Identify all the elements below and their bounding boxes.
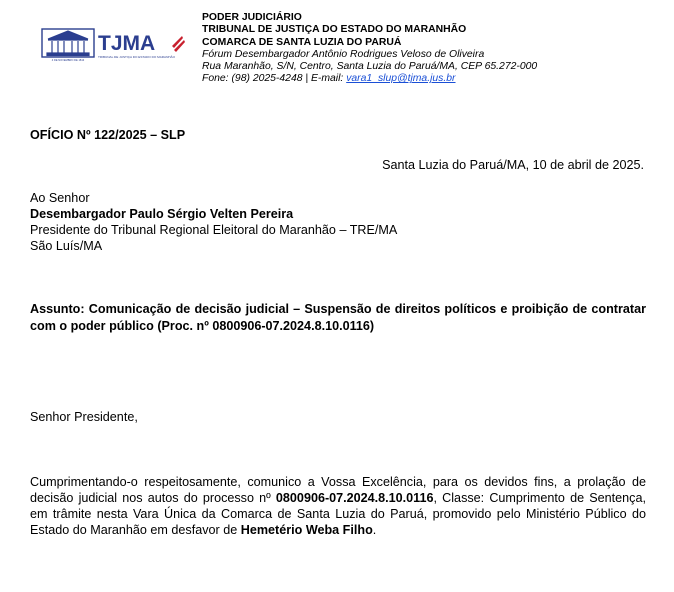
addressee-salutation: Ao Senhor (30, 191, 90, 205)
letterhead (202, 12, 537, 86)
greeting: Senhor Presidente, (30, 410, 138, 424)
addressee-block (30, 190, 397, 254)
logo-wordmark: TJMA (98, 32, 156, 55)
letterhead-line-judiciary: PODER JUDICIÁRIO (202, 12, 302, 23)
document-reference: OFÍCIO Nº 122/2025 – SLP (30, 128, 186, 142)
email-link[interactable]: vara1_slup@tjma.jus.br (346, 73, 456, 85)
logo-stripes-icon (172, 36, 185, 52)
subject-line: Assunto: Comunicação de decisão judicial – Suspensão de direitos políticos e proibição de contratar com o poder público (Proc. nº 0800906-07.2024.8.10.0116) (30, 302, 646, 333)
logo-date: 4 DE NOVEMBRO DE 1813 (51, 59, 85, 62)
tjma-logo (40, 26, 190, 62)
addressee-role: Presidente do Tribunal Regional Eleitoral do Maranhão – TRE/MA (30, 223, 398, 237)
logo-subtext: TRIBUNAL DE JUSTIÇA DO ESTADO DO MARANHÃO (98, 55, 176, 59)
letterhead-line-forum: Fórum Desembargador Antônio Rodrigues Veloso de Oliveira (202, 48, 485, 60)
letterhead-line-address: Rua Maranhão, S/N, Centro, Santa Luzia do Paruá/MA, CEP 65.272-000 (202, 61, 538, 73)
defendant-name: Hemetério Weba Filho (240, 523, 373, 537)
addressee-name: Desembargador Paulo Sérgio Velten Pereira (30, 207, 294, 221)
courthouse-emblem-icon (42, 29, 94, 57)
letterhead-line-district: COMARCA DE SANTA LUZIA DO PARUÁ (202, 36, 402, 48)
date-line: Santa Luzia do Paruá/MA, 10 de abril de 2025. (382, 158, 644, 172)
phone-text: Fone: (98) 2025-4248 | E-mail: (202, 73, 347, 85)
letterhead-line-contact (202, 73, 537, 85)
paragraph-text-1: Cumprimentando-o respeitosamente, comunico a Vossa Excelência, para os devidos fins, a prolação de decisão judicial nos autos do processo nº (30, 475, 646, 505)
body-paragraph (30, 474, 646, 538)
process-number: 0800906-07.2024.8.10.0116 (275, 491, 434, 505)
paragraph-text-3: . (372, 523, 377, 537)
paragraph-text-2: , Classe: Cumprimento de Sentença, em trâmite nesta Vara Única da Comarca de Santa Luzia do Paruá, promovido pelo Ministério Público do Estado do Maranhão em desfavor de (30, 491, 646, 537)
addressee-city: São Luís/MA (30, 239, 103, 253)
letterhead-line-court: TRIBUNAL DE JUSTIÇA DO ESTADO DO MARANHÃO (202, 24, 467, 36)
